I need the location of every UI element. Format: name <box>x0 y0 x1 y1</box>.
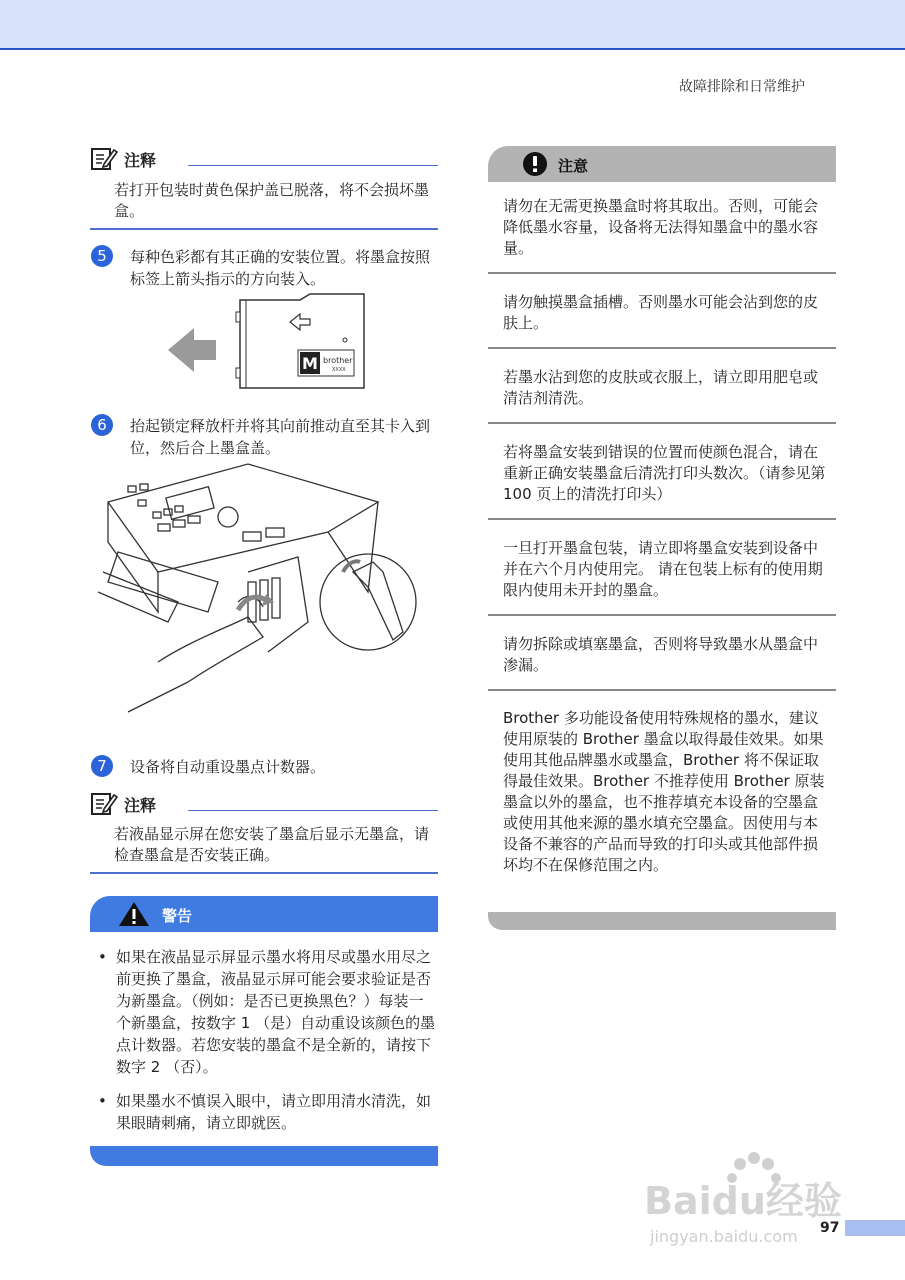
note-label: 注释 <box>124 150 157 170</box>
caution-item: 请勿拆除或填塞墨盒，否则将导致墨水从墨盒中渗漏。 <box>503 635 819 674</box>
step-number: 6 <box>91 414 113 436</box>
note-heading <box>90 791 156 817</box>
note-pencil-icon <box>90 791 118 817</box>
caution-divider <box>488 347 836 349</box>
warning-bottom-band <box>90 1146 438 1166</box>
caution-item: Brother 多功能设备使用特殊规格的墨水，建议使用原装的 Brother 墨盒以取得最佳效果。如果使用其他品牌墨水或墨盒，Brother 将不保证取得最佳效果。Brother 不推荐使用 Brother 原装墨盒以外的墨盒，也不推荐填充本设备的空墨盒或使用其他来源的墨水填充空墨盒。因使用与本设备不兼容的产品而导致的打印头或其他部件损坏均不在保修范围之内。 <box>503 709 825 874</box>
note-text: 若打开包装时黄色保护盖已脱落，将不会损坏墨盒。 <box>114 181 430 220</box>
note-rule <box>188 165 438 166</box>
bullet: • <box>98 1092 107 1110</box>
step-text: 设备将自动重设墨点计数器。 <box>130 758 326 776</box>
caution-item: 若将墨盒安装到错误的位置而使颜色混合，请在重新正确安装墨盒后清洗打印头数次。（请参见第 100 页上的清洗打印头） <box>503 443 826 503</box>
caution-item: 请勿在无需更换墨盒时将其取出。否则，可能会降低墨水容量，设备将无法得知墨盒中的墨水容量。 <box>503 197 819 257</box>
note-end-rule <box>90 228 438 230</box>
caution-label: 注意 <box>558 157 589 175</box>
caution-divider <box>488 518 836 520</box>
warning-item-text: 如果在液晶显示屏显示墨水将用尽或墨水用尽之前更换了墨盒，液晶显示屏可能会要求验证是否为新墨盒。（例如：是否已更换黑色？）每装一个新墨盒，按数字 1 （是）自动重设该颜色的墨点计数器。若您安装的墨盒不是全新的，请按下数字 2 （否）。 <box>116 948 436 1076</box>
note-label: 注释 <box>124 795 157 815</box>
caution-exclamation-icon <box>522 151 548 177</box>
note-pencil-icon <box>90 146 118 172</box>
note-heading <box>90 146 156 172</box>
caution-item: 若墨水沾到您的皮肤或衣服上，请立即用肥皂或清洁剂清洗。 <box>503 368 819 407</box>
insert-direction-arrow-icon <box>168 328 216 372</box>
caution-item: 一旦打开墨盒包装，请立即将墨盒安装到设备中并在六个月内使用完。 请在包装上标有的使用期限内使用未开封的墨盒。 <box>503 539 823 599</box>
caution-divider <box>488 422 836 424</box>
cartridge-letter: M <box>302 354 318 373</box>
note-rule <box>188 810 438 811</box>
caution-divider <box>488 614 836 616</box>
top-band <box>0 0 905 50</box>
warning-item-text: 如果墨水不慎误入眼中，请立即用清水清洗，如果眼睛刺痛，请立即就医。 <box>116 1092 432 1132</box>
watermark-url: jingyan.baidu.com <box>650 1227 798 1246</box>
caution-divider <box>488 272 836 274</box>
page-band <box>845 1220 905 1236</box>
step-text: 抬起锁定释放杆并将其向前推动直至其卡入到位，然后合上墨盒盖。 <box>130 417 431 457</box>
step-number: 7 <box>91 755 113 777</box>
baidu-watermark-logo <box>640 1150 850 1250</box>
note-end-rule <box>90 872 438 874</box>
cartridge-code: XXXX <box>332 367 346 373</box>
caution-divider <box>488 689 836 691</box>
step-text: 每种色彩都有其正确的安装位置。将墨盒按照标签上箭头指示的方向装入。 <box>130 248 431 288</box>
page-number: 97 <box>820 1220 840 1236</box>
warning-item <box>98 946 438 1078</box>
warning-item <box>98 1090 438 1134</box>
cartridge-illustration <box>160 292 370 392</box>
warning-triangle-icon <box>118 901 150 927</box>
watermark-brand: Baidu经验 <box>644 1179 842 1223</box>
section-title: 故障排除和日常维护 <box>679 79 805 95</box>
caution-bottom-band <box>488 912 836 930</box>
step-number: 5 <box>91 245 113 267</box>
warning-label: 警告 <box>162 907 193 925</box>
note-text: 若液晶显示屏在您安装了墨盒后显示无墨盒，请检查墨盒是否安装正确。 <box>114 825 430 864</box>
printer-illustration <box>98 462 438 724</box>
caution-item: 请勿触摸墨盒插槽。否则墨水可能会沾到您的皮肤上。 <box>503 293 819 332</box>
bullet: • <box>98 948 107 966</box>
cartridge-brand: brother <box>323 356 353 365</box>
